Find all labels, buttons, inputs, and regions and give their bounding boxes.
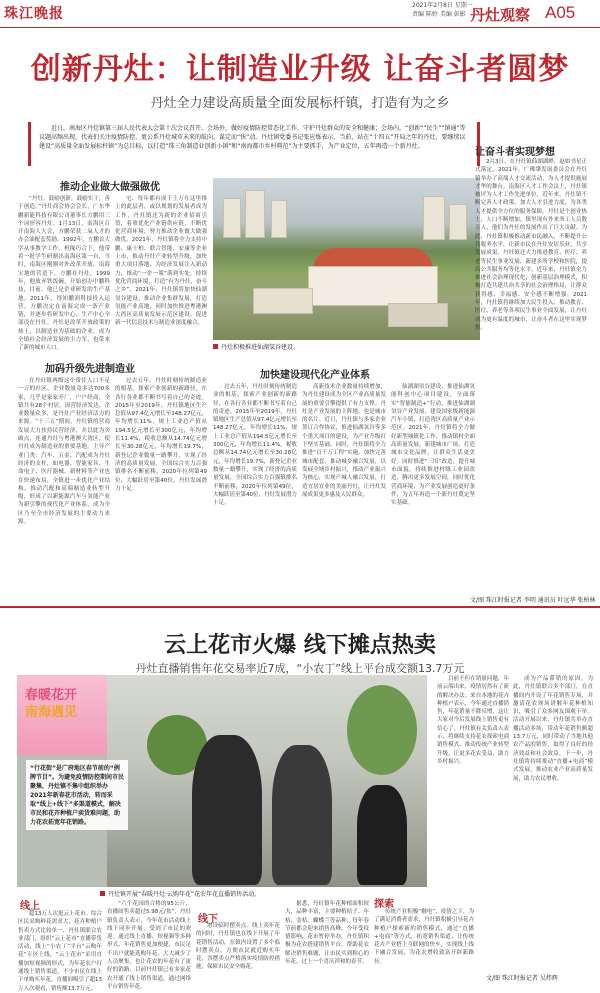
banner-text: 春暖花开 南海遇见 bbox=[25, 688, 78, 720]
col2-text: 在丹灶镇两级这个常住人口不足一万的社区，企业数量竟多达700多家，几乎是家家开厂，户户经商。全镇共有28个村居，因营经济发达，企业数量众多，是丹灶产业经济活力的来源。“十三五”期间，丹灶镇的营商发展大力扶持民营经济，并以此为突破点，连通丹灶与粤港澳大湾区，使丹灶成为制造业的重要基地。主导产业门类：汽车、五金、汽配成为丹灶经济的支柱，如电器、智能家具、生命电子、医疗器械、新材料等产业也在快速布局，全镇进一步优化产业结构，推动汽配和高端制造业转型升级，形成了以新能源汽车与氢能产业为新引擎的现代化产业体系，成为全区乃至全市经济发展的主要动力来源。 bbox=[18, 378, 110, 526]
second-byline: 文/图 珠江时报记者 吴炜辉 bbox=[486, 975, 558, 982]
lead-paragraph-box bbox=[28, 122, 480, 166]
editor-line: 责编 陈婷 美编 彭影 bbox=[412, 11, 466, 18]
page-number: A05 bbox=[545, 3, 576, 22]
caption-marker-icon bbox=[100, 891, 105, 896]
sub1-heading: 线上 bbox=[20, 901, 40, 912]
col4-text: 过去五年，丹灶时刻传统制造业的根基，探索产业创新的新路径，在各行各业都不断书写着自己的奇迹。2015年至2019年，丹灶镇地区生产总值从97.4亿元增长至148.27亿元，年均增长11%，规上工业总产值从194.5亿元增长至300亿元，年均增长11.4%，税收总额从14.74亿元增长至30.28亿元，年均增长19.7%，新登记企业数量一路攀升，实现了经济的高质量发展，全国综合实力百强镇排名不断前移，2020年位列第49位，大幅跃居至第40位，丹灶发展潜力十足。 bbox=[213, 384, 297, 507]
lead-headline: 创新丹灶：让制造业升级 让奋斗者圆梦 bbox=[30, 52, 570, 87]
lead-paragraph: 近日，南海区丹灶镇第三届人民代表大会第十次会议召开。会场外，做好疫情防控常态化工作，守护丹灶群众的安全和健康；会场内，“创新”“民生”“镇通”等议题高频出现，代表们关注疫情防控、更公系丹灶城市未来的航向。谋定而“快”动。丹灶镇党委书记张应炼表示，当前，站在“十四五”开局之年的丹灶，要继续以建设“高质量全面发展标杆镇”为总目标，以打造“珠三角制造业创新小镇”和“南海都市乡村典范”为主要抓手，为产业定位，五年再造一个新丹灶。 bbox=[39, 125, 466, 150]
col-a-text: “六个花园的合格的95公斤，直播间售卖超过5.98元/盆”，丹灶镇负责人表示，今年花市活动线上线下同步开展，受到了市民的欢迎。通过线上直播、短视频等多种形式，年花销售更加便捷，市民足不出户就能选购年花，大大减少了人员聚集，也让花农的年花有了更好的销路。目前丹灶镇已有多家花农开通了线上销售渠道，通过网络平台销售年花。 bbox=[107, 901, 191, 990]
photo-quote-box: “行花街”是广府地区春节前的“例牌节目”。为避免疫情防控期间市民聚集，丹灶镇不集中组织举办2021年新春花市活动，转而采取“线上+线下”多渠道模式，解决市民和花卉种植户卖货难问题，助力花农拓宽年花销路。 bbox=[26, 760, 128, 830]
second-subhead: 丹灶直播销售年花交易率近7成，“小农丁”线上平台成交额13.7万元 bbox=[135, 662, 465, 675]
sub3-heading: 探索 bbox=[374, 899, 394, 910]
lead-subhead: 丹灶全力建设高质量全面发展标杆镇，打造有为之乡 bbox=[150, 96, 450, 111]
col3-text: 宅、每年都有成千上万在这里推上的此层者，或以规划的发展者成为工作，丹灶镇还为新的企业招商引资，着重优化产业链供应链，不断优化营商环境，努力推动企业做大做强做优。2021年，丹灶镇将全力支持中鹏、康士柏、联合智能、安康等企业上市，推动丹灶产业转型升级，加快重大项目落地，为经济发展注入新动力，推动“一企一策”落到实处，持续优化营商环境，打造“有为丹灶，奋斗之乡”。2021年，丹灶镇将加快仙湖氢谷建设，推动企业集群发展，打造氢能产业高地，同时加快推进粤港澳大湾区高质量发展示范区建设，促进新一代信息技术与制造业深度融合。 bbox=[115, 196, 207, 327]
newspaper-logo: 珠江晚报 bbox=[4, 6, 64, 22]
lead-photo-caption: 丹灶积极推进仙湖氢谷建设。 bbox=[213, 342, 480, 352]
masthead bbox=[0, 0, 600, 28]
right-column-heading: 让奋斗者实现梦想 bbox=[475, 147, 555, 158]
lead-byline: 文/图 珠江时报记者 李明 通讯员 叶远华 张柏林 bbox=[470, 597, 596, 604]
col-b-text: 据悉，丹灶镇年花种植面积较大，品种丰富，主要种植桔子、年桔、金桔、蝴蝶兰等品种，每年春节前都会迎来销售高峰，今年受疫情影响，花市暂停举办，丹灶镇积极为花农搭建销售平台，帮助花农解决销售难题，让市民买到称心的年花，过上一个喜庆祥和的春节。 bbox=[285, 901, 369, 966]
sub1-text: 超13万人次逛云上花市。综合区民采购鲜花需求大，花卉种植户售卖方式比较单一，丹灶镇联合农业部门，组织“云上花市”直播带货活动，线上“小农丁”平台“云购年花”专区上线，“云上花市”采用直播加短视频的形式，为年花农户打通线上销售渠道，不少市民在线上下单购买年花，直播间吸引了超13万人次观看，销售额13.7万元。 bbox=[18, 911, 102, 992]
second-headline: 云上花市火爆 线下摊点热卖 bbox=[164, 633, 436, 658]
col1-heading: 推动企业做大做强做优 bbox=[60, 182, 160, 193]
lead-photo bbox=[213, 178, 480, 340]
sub3-text: 传统产业积极“触电”。疫情之下，为了满足消费者需求，丹灶镇积极引导花卉种植户探索新的销售模式，通过“直播+电商”等方式，拓宽销售渠道，让传统花卉产业搭上互联网的快车，实现线上线下融合发展，为花农增收致富开辟新路径。 bbox=[374, 909, 474, 965]
col5-text: 高新技术企业数量持续增加，为丹灶建设成为全区产业高质量发展的重要引擎提供了有力支撑。丹灶是产业发展的主阵地，也是城市的名片。近日，丹灶镇与多家企业签订合作协议，推进仙湖氢谷等多个重大项目的建设，为产业升级打下坚实基础。同时，丹灶镇将全力推进“百千万工程”实施，加快完善城市配套，推动城乡融合发展，以发展全域乡村振兴，推动产业振兴为核心，实现产城人融合发展，打造宜居宜业的美丽丹灶，让丹灶发展成果更多惠及人民群众。 bbox=[302, 384, 386, 498]
col2-heading: 加码升级先进制造业 bbox=[45, 364, 135, 375]
col-c-text: 目前不但在销量问题，年前云端出来，疫情居然有了新的解决办法。来自本地的花卉种植户表示，今年通过直播销售，年花销量不降反增，这让大家对今后发展线上销售更有信心了。丹灶镇有关负责人表示，将继续支持花农探索电商销售模式，推动传统产业转型升级，让更多花农受益，助力乡村振兴。 bbox=[437, 676, 509, 765]
section-title: 丹灶观察 bbox=[470, 6, 531, 24]
issue-date: 2021年2月8日 星期一 bbox=[412, 2, 473, 9]
right-column-text: 2月3日，在丹灶镇仙湖湖畔，赵如书星正式落定，2021年，广佛肇发展委员会在丹灶镇举办了高端人才交流活动，为人才提供施展才华的舞台。南海区人才工作会议上，丹灶镇被评为人才工作先进单位，近年来，丹灶镇不断完善人才政策，加大人才引进力度，为各类人才提供全方位的服务保障。丹灶是个创业热土，人口不断增加，镇里现有外来务工人员数万人，他们为丹灶的发展作出了巨大贡献。为此，丹灶镇积极推动新市民融入，不断提升公共服务水平，让新市民在丹灶安居乐业，共享发展成果。丹灶镇还大力推进教育、医疗、养老等民生事业发展，新建多所学校和医院，提高公共服务均等化水平。近年来，丹灶镇全力推进社会治理现代化，创新基层治理模式，积极打造共建共治共享的社会治理格局，让群众获得感、幸福感、安全感不断增强。2021年，丹灶镇将继续加大民生投入，推动教育、医疗、养老等各项民生事业全面发展，让丹灶成为更有温度的城市，让奋斗者在这里实现梦想。 bbox=[475, 159, 587, 331]
caption-marker-icon bbox=[213, 344, 218, 349]
banner-graphic bbox=[17, 675, 107, 755]
col-d-text: 成为产品滞销的原因，为此，丹灶镇联合多个部门，在直播间内开设了年花销售专场，并邀请花农现场讲解年花种植知识，吸引了众多网友围观下单。活动开展以来，丹灶镇共举办直播活动多场，带动年花销售额超13.7万元，同时带动了当地其他农产品的销售，取得了良好的经济效益和社会效益。下一步，丹灶镇将持续推动“直播+电商”模式发展，推动农业产业高质量发展，助力农民增收。 bbox=[513, 676, 593, 782]
col2b-text: 过去五年，丹灶时刻传统制造业的根基，探索产业创新的新路径，在各行各业都不断书写着自己的奇迹。2015年至2019年，丹灶镇地区生产总值从97.4亿元增长至148.27亿元，年均增长11%，规上工业总产值从194.5亿元增长至300亿元，年均增长11.4%，税收总额从14.74亿元增长至30.28亿元，年均增长19.7%，新登记企业数量一路攀升，实现了经济的高质量发展，全国综合实力百强镇排名不断前移，2020年位列第49位，大幅跃居至第40位，丹灶发展潜力十足。 bbox=[115, 378, 207, 492]
section-divider bbox=[0, 606, 600, 608]
col6-text: 仙湖湖氢谷建设，推进仙湖氢能科创中心项目建设，全面落实“智能制造+”行动，推进仙湖湖氢谷产业发展，建设国家级新能源汽车小镇，打造湾区高质量产业示范区。2021年，丹灶镇将全力做好新型城镇化工作，推动镇村全面高质量发展，新建城市广场，打造城市文化品牌，让群众生活更美好。同时推进“三旧”改造，提升城市面貌，持续推进村级工业园改造，腾出更多发展空间，同时优化营商环境，为产业发展创造更好条件，为五年再造一个新丹灶奠定坚实基础。 bbox=[391, 384, 475, 507]
second-photo-caption: 丹灶镇开展“春暖丹灶·云购年花”花农年花直播销售活动。 bbox=[100, 889, 430, 898]
sub2-text: 增设临时摆卖点。线上卖年花的同时，丹灶镇也在线下开展了年花销售活动，在镇内设置了多个临时摆卖点，方便市民就近购买年花，各摆卖点严格落实疫情防控措施，保障市民安全购花。 bbox=[196, 923, 280, 971]
sub2-heading: 线下 bbox=[198, 914, 218, 925]
col1-text: “丹灶，鼓励创新，鼓励实干，善于创造。”丹灶商会协会会长，广东华鹏新能科技有限公司董事长方鹏用三个词形容丹灶。1月13日，南海区召开南海人大会，方鹏荣获二氧人才的办会油配套奖励。1992年，方鹏首大学从事教学工作，机缘巧合下，他带着一批学生研制出南海区第一台，当时，南海区刚刚对外改革开放，南海宝地的营造下，方鹏在丹灶，1999年，他放弃铁饭碗，开始创办中鹏科技，目前，他已是企业研发的生产基地。2011年，得知鹏润科技投入运营，方鹏决定在南海完成一条产业链，并逐步将研发中心、生产中心全部设在丹灶。丹灶是改革开放政策的热土，以制造业为基础的企业，成为全镇社会经济发展的主力军，也带来了新的城市人口。 bbox=[18, 196, 110, 352]
col4-heading: 加快建设现代化产业体系 bbox=[260, 370, 370, 381]
